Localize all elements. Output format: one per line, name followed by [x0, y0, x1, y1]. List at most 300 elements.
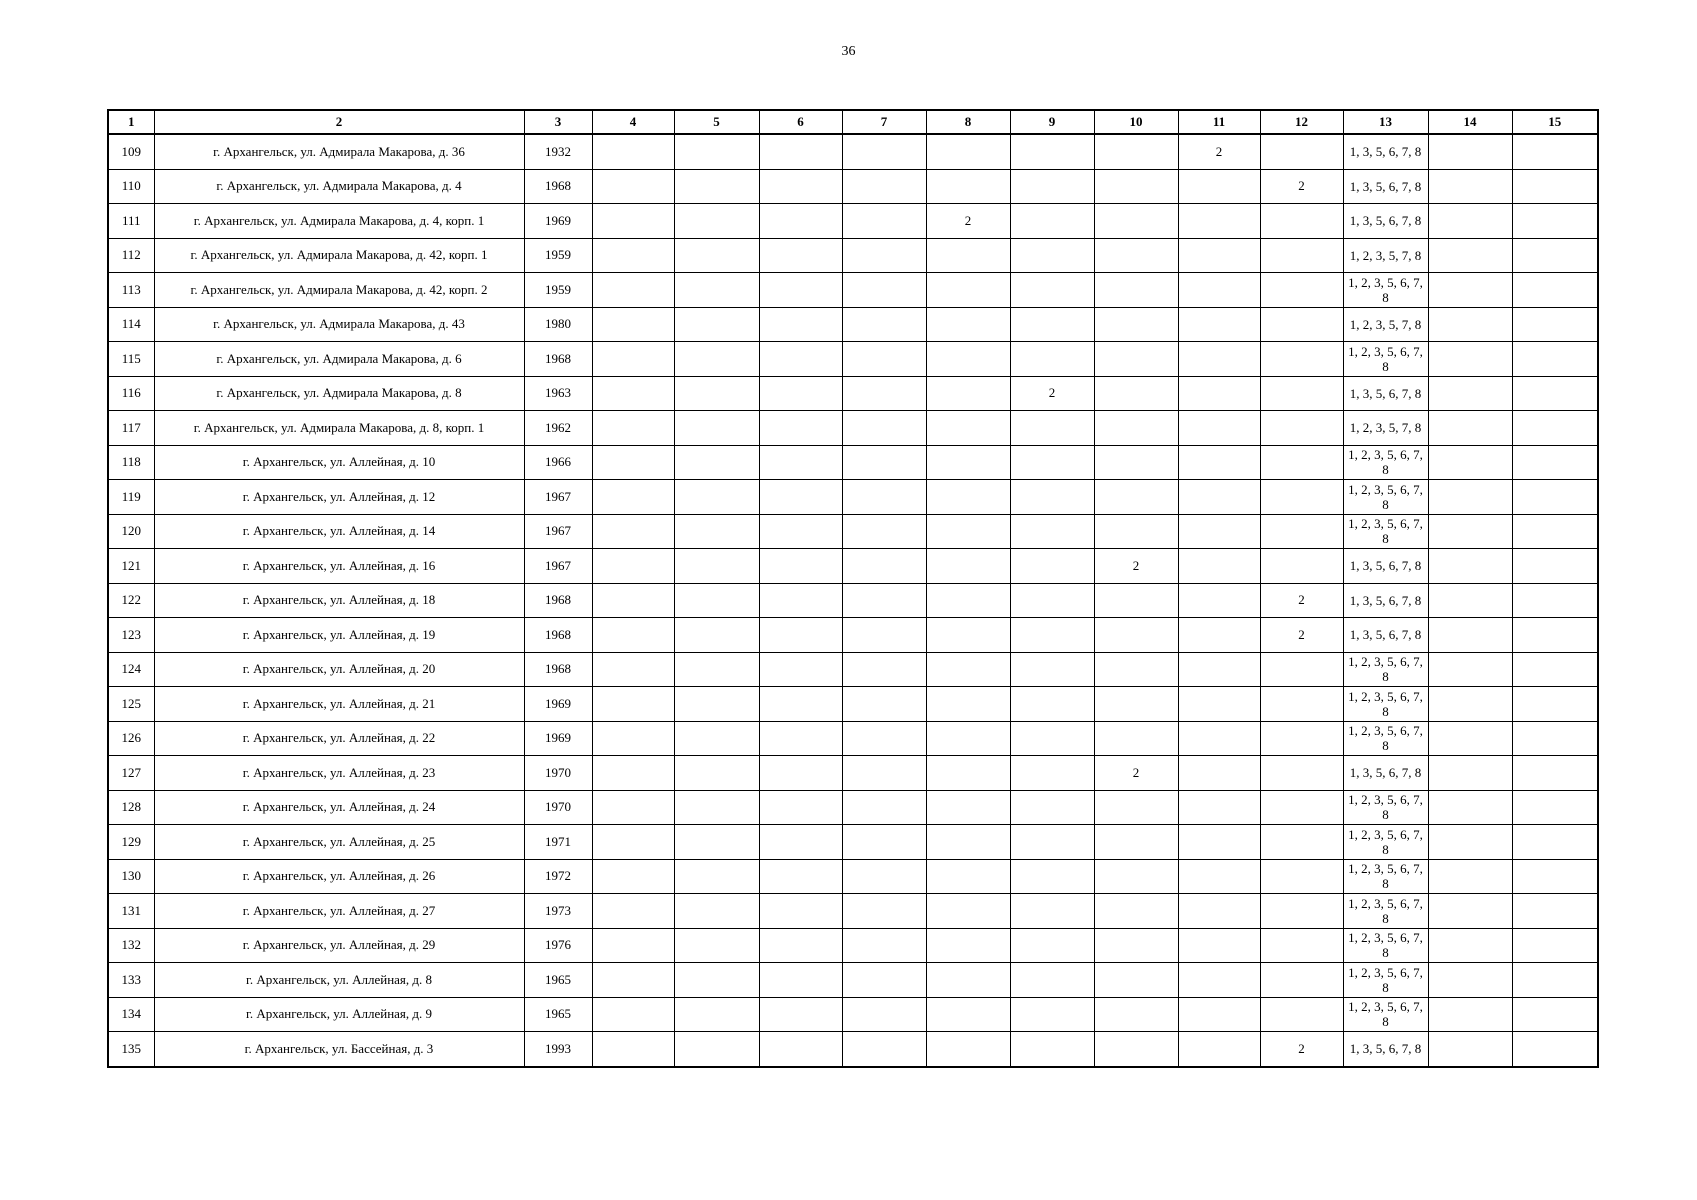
year-cell: 1965 [524, 963, 592, 998]
address-cell: г. Архангельск, ул. Аллейная, д. 8 [154, 963, 524, 998]
col-9-cell [1010, 480, 1094, 515]
col-10-cell [1094, 721, 1178, 756]
col-7-cell [842, 963, 926, 998]
year-cell: 1993 [524, 1032, 592, 1067]
row-number: 110 [108, 169, 154, 204]
table-row [108, 134, 1598, 169]
col-10-cell [1094, 652, 1178, 687]
col-11-cell [1178, 411, 1260, 446]
col-7-cell [842, 721, 926, 756]
col-13-cell: 1, 3, 5, 6, 7, 8 [1343, 134, 1428, 169]
col-15-cell [1512, 928, 1598, 963]
col-15-cell [1512, 963, 1598, 998]
col-9-cell [1010, 756, 1094, 791]
col-10-cell: 2 [1094, 756, 1178, 791]
col-15-cell [1512, 307, 1598, 342]
col-11-cell [1178, 549, 1260, 584]
col-14-cell [1428, 204, 1512, 239]
address-cell: г. Архангельск, ул. Аллейная, д. 26 [154, 859, 524, 894]
column-header-3: 3 [524, 110, 592, 134]
col-15-cell [1512, 342, 1598, 377]
col-10-cell [1094, 238, 1178, 273]
column-header-7: 7 [842, 110, 926, 134]
col-14-cell [1428, 790, 1512, 825]
col-5-cell [674, 307, 759, 342]
col-12-cell [1260, 894, 1343, 929]
col-11-cell [1178, 756, 1260, 791]
col-7-cell [842, 549, 926, 584]
col-9-cell [1010, 342, 1094, 377]
year-cell: 1968 [524, 583, 592, 618]
col-5-cell [674, 618, 759, 653]
col-9-cell [1010, 928, 1094, 963]
col-9-cell: 2 [1010, 376, 1094, 411]
col-4-cell [592, 721, 674, 756]
col-9-cell [1010, 859, 1094, 894]
col-9-cell [1010, 273, 1094, 308]
col-13-cell: 1, 2, 3, 5, 6, 7, 8 [1343, 963, 1428, 998]
year-cell: 1965 [524, 997, 592, 1032]
col-4-cell [592, 514, 674, 549]
col-14-cell [1428, 687, 1512, 722]
year-cell: 1967 [524, 549, 592, 584]
col-14-cell [1428, 756, 1512, 791]
col-14-cell [1428, 376, 1512, 411]
col-12-cell [1260, 928, 1343, 963]
col-13-cell: 1, 2, 3, 5, 6, 7, 8 [1343, 480, 1428, 515]
address-cell: г. Архангельск, ул. Аллейная, д. 18 [154, 583, 524, 618]
col-8-cell [926, 411, 1010, 446]
year-cell: 1966 [524, 445, 592, 480]
col-7-cell [842, 169, 926, 204]
year-cell: 1967 [524, 480, 592, 515]
col-5-cell [674, 756, 759, 791]
col-11-cell [1178, 480, 1260, 515]
col-12-cell [1260, 652, 1343, 687]
table-row [108, 997, 1598, 1032]
year-cell: 1968 [524, 169, 592, 204]
row-number: 114 [108, 307, 154, 342]
column-header-15: 15 [1512, 110, 1598, 134]
year-cell: 1972 [524, 859, 592, 894]
col-6-cell [759, 859, 842, 894]
col-4-cell [592, 859, 674, 894]
col-13-cell: 1, 2, 3, 5, 7, 8 [1343, 238, 1428, 273]
col-5-cell [674, 721, 759, 756]
col-4-cell [592, 411, 674, 446]
col-10-cell [1094, 411, 1178, 446]
col-5-cell [674, 928, 759, 963]
table-row [108, 756, 1598, 791]
col-6-cell [759, 583, 842, 618]
col-8-cell [926, 238, 1010, 273]
col-6-cell [759, 376, 842, 411]
col-6-cell [759, 549, 842, 584]
row-number: 124 [108, 652, 154, 687]
col-8-cell [926, 480, 1010, 515]
col-11-cell [1178, 376, 1260, 411]
column-header-9: 9 [1010, 110, 1094, 134]
col-8-cell [926, 894, 1010, 929]
col-7-cell [842, 894, 926, 929]
col-5-cell [674, 445, 759, 480]
col-10-cell [1094, 583, 1178, 618]
col-8-cell [926, 307, 1010, 342]
column-header-4: 4 [592, 110, 674, 134]
col-15-cell [1512, 859, 1598, 894]
col-7-cell [842, 928, 926, 963]
address-cell: г. Архангельск, ул. Адмирала Макарова, д. 42, корп. 2 [154, 273, 524, 308]
table-row [108, 583, 1598, 618]
col-8-cell [926, 859, 1010, 894]
table-row [108, 1032, 1598, 1067]
col-4-cell [592, 583, 674, 618]
row-number: 111 [108, 204, 154, 239]
col-8-cell [926, 756, 1010, 791]
col-11-cell [1178, 721, 1260, 756]
col-13-cell: 1, 2, 3, 5, 6, 7, 8 [1343, 997, 1428, 1032]
row-number: 115 [108, 342, 154, 377]
col-15-cell [1512, 618, 1598, 653]
col-7-cell [842, 445, 926, 480]
col-8-cell [926, 997, 1010, 1032]
row-number: 122 [108, 583, 154, 618]
table-row [108, 859, 1598, 894]
col-6-cell [759, 411, 842, 446]
col-14-cell [1428, 307, 1512, 342]
col-14-cell [1428, 445, 1512, 480]
address-cell: г. Архангельск, ул. Аллейная, д. 9 [154, 997, 524, 1032]
col-7-cell [842, 307, 926, 342]
row-number: 121 [108, 549, 154, 584]
col-7-cell [842, 997, 926, 1032]
col-8-cell [926, 928, 1010, 963]
col-7-cell [842, 342, 926, 377]
col-6-cell [759, 134, 842, 169]
col-12-cell [1260, 204, 1343, 239]
col-6-cell [759, 928, 842, 963]
year-cell: 1970 [524, 790, 592, 825]
col-11-cell [1178, 928, 1260, 963]
col-4-cell [592, 307, 674, 342]
col-7-cell [842, 790, 926, 825]
year-cell: 1959 [524, 238, 592, 273]
col-4-cell [592, 790, 674, 825]
table-row [108, 411, 1598, 446]
col-6-cell [759, 997, 842, 1032]
col-11-cell [1178, 618, 1260, 653]
col-4-cell [592, 376, 674, 411]
column-header-10: 10 [1094, 110, 1178, 134]
address-cell: г. Архангельск, ул. Аллейная, д. 24 [154, 790, 524, 825]
col-12-cell [1260, 790, 1343, 825]
col-11-cell [1178, 997, 1260, 1032]
col-9-cell [1010, 894, 1094, 929]
col-15-cell [1512, 1032, 1598, 1067]
col-8-cell [926, 583, 1010, 618]
row-number: 116 [108, 376, 154, 411]
col-4-cell [592, 928, 674, 963]
col-8-cell [926, 376, 1010, 411]
table-row [108, 687, 1598, 722]
col-6-cell [759, 169, 842, 204]
col-4-cell [592, 894, 674, 929]
table-row [108, 480, 1598, 515]
col-15-cell [1512, 687, 1598, 722]
col-15-cell [1512, 756, 1598, 791]
row-number: 132 [108, 928, 154, 963]
col-4-cell [592, 618, 674, 653]
col-4-cell [592, 963, 674, 998]
table-row [108, 618, 1598, 653]
col-5-cell [674, 411, 759, 446]
col-9-cell [1010, 963, 1094, 998]
year-cell: 1969 [524, 721, 592, 756]
col-6-cell [759, 342, 842, 377]
table-row [108, 652, 1598, 687]
col-9-cell [1010, 411, 1094, 446]
col-15-cell [1512, 273, 1598, 308]
col-13-cell: 1, 2, 3, 5, 6, 7, 8 [1343, 859, 1428, 894]
col-9-cell [1010, 721, 1094, 756]
col-5-cell [674, 169, 759, 204]
col-11-cell [1178, 204, 1260, 239]
address-cell: г. Архангельск, ул. Аллейная, д. 12 [154, 480, 524, 515]
col-14-cell [1428, 134, 1512, 169]
col-8-cell [926, 618, 1010, 653]
col-4-cell [592, 687, 674, 722]
col-11-cell [1178, 307, 1260, 342]
row-number: 128 [108, 790, 154, 825]
col-12-cell [1260, 859, 1343, 894]
col-12-cell [1260, 963, 1343, 998]
table-row [108, 825, 1598, 860]
row-number: 133 [108, 963, 154, 998]
col-5-cell [674, 997, 759, 1032]
col-4-cell [592, 204, 674, 239]
col-6-cell [759, 963, 842, 998]
col-15-cell [1512, 169, 1598, 204]
col-7-cell [842, 687, 926, 722]
col-15-cell [1512, 445, 1598, 480]
housing-registry-table [107, 109, 1599, 1068]
col-15-cell [1512, 411, 1598, 446]
col-15-cell [1512, 652, 1598, 687]
year-cell: 1967 [524, 514, 592, 549]
col-4-cell [592, 480, 674, 515]
address-cell: г. Архангельск, ул. Адмирала Макарова, д. 36 [154, 134, 524, 169]
col-5-cell [674, 963, 759, 998]
col-13-cell: 1, 2, 3, 5, 6, 7, 8 [1343, 273, 1428, 308]
col-4-cell [592, 134, 674, 169]
col-7-cell [842, 273, 926, 308]
year-cell: 1968 [524, 342, 592, 377]
col-5-cell [674, 376, 759, 411]
col-9-cell [1010, 583, 1094, 618]
col-8-cell [926, 963, 1010, 998]
col-6-cell [759, 825, 842, 860]
col-5-cell [674, 204, 759, 239]
col-9-cell [1010, 790, 1094, 825]
col-8-cell [926, 445, 1010, 480]
col-5-cell [674, 514, 759, 549]
table-row [108, 894, 1598, 929]
col-15-cell [1512, 997, 1598, 1032]
row-number: 123 [108, 618, 154, 653]
col-5-cell [674, 1032, 759, 1067]
col-12-cell [1260, 307, 1343, 342]
col-9-cell [1010, 134, 1094, 169]
col-6-cell [759, 618, 842, 653]
col-8-cell [926, 652, 1010, 687]
col-7-cell [842, 825, 926, 860]
col-10-cell [1094, 618, 1178, 653]
col-14-cell [1428, 238, 1512, 273]
year-cell: 1962 [524, 411, 592, 446]
col-6-cell [759, 721, 842, 756]
address-cell: г. Архангельск, ул. Адмирала Макарова, д. 8, корп. 1 [154, 411, 524, 446]
col-4-cell [592, 238, 674, 273]
row-number: 135 [108, 1032, 154, 1067]
col-15-cell [1512, 514, 1598, 549]
col-13-cell: 1, 3, 5, 6, 7, 8 [1343, 583, 1428, 618]
col-8-cell: 2 [926, 204, 1010, 239]
col-9-cell [1010, 618, 1094, 653]
col-15-cell [1512, 894, 1598, 929]
col-4-cell [592, 549, 674, 584]
col-5-cell [674, 652, 759, 687]
col-11-cell [1178, 1032, 1260, 1067]
row-number: 120 [108, 514, 154, 549]
col-14-cell [1428, 652, 1512, 687]
year-cell: 1959 [524, 273, 592, 308]
col-11-cell [1178, 273, 1260, 308]
col-8-cell [926, 342, 1010, 377]
col-8-cell [926, 687, 1010, 722]
col-6-cell [759, 480, 842, 515]
col-10-cell [1094, 687, 1178, 722]
col-12-cell: 2 [1260, 1032, 1343, 1067]
col-10-cell [1094, 273, 1178, 308]
col-11-cell [1178, 238, 1260, 273]
col-5-cell [674, 273, 759, 308]
col-12-cell [1260, 549, 1343, 584]
col-6-cell [759, 1032, 842, 1067]
col-15-cell [1512, 480, 1598, 515]
col-10-cell [1094, 342, 1178, 377]
col-15-cell [1512, 825, 1598, 860]
col-13-cell: 1, 3, 5, 6, 7, 8 [1343, 169, 1428, 204]
col-7-cell [842, 514, 926, 549]
col-12-cell [1260, 514, 1343, 549]
col-12-cell [1260, 238, 1343, 273]
col-10-cell [1094, 376, 1178, 411]
table-row [108, 928, 1598, 963]
year-cell: 1976 [524, 928, 592, 963]
col-6-cell [759, 238, 842, 273]
col-13-cell: 1, 2, 3, 5, 7, 8 [1343, 411, 1428, 446]
col-4-cell [592, 825, 674, 860]
col-12-cell [1260, 997, 1343, 1032]
column-header-8: 8 [926, 110, 1010, 134]
col-9-cell [1010, 445, 1094, 480]
col-5-cell [674, 859, 759, 894]
col-12-cell [1260, 445, 1343, 480]
col-13-cell: 1, 2, 3, 5, 6, 7, 8 [1343, 652, 1428, 687]
col-4-cell [592, 1032, 674, 1067]
col-8-cell [926, 169, 1010, 204]
col-11-cell: 2 [1178, 134, 1260, 169]
col-13-cell: 1, 2, 3, 5, 6, 7, 8 [1343, 687, 1428, 722]
col-10-cell [1094, 480, 1178, 515]
col-9-cell [1010, 687, 1094, 722]
table-row [108, 273, 1598, 308]
col-5-cell [674, 790, 759, 825]
col-14-cell [1428, 480, 1512, 515]
col-9-cell [1010, 825, 1094, 860]
row-number: 127 [108, 756, 154, 791]
col-5-cell [674, 894, 759, 929]
col-11-cell [1178, 790, 1260, 825]
col-10-cell [1094, 445, 1178, 480]
col-14-cell [1428, 997, 1512, 1032]
row-number: 117 [108, 411, 154, 446]
col-6-cell [759, 204, 842, 239]
col-8-cell [926, 1032, 1010, 1067]
year-cell: 1963 [524, 376, 592, 411]
address-cell: г. Архангельск, ул. Адмирала Макарова, д. 43 [154, 307, 524, 342]
col-14-cell [1428, 825, 1512, 860]
col-6-cell [759, 445, 842, 480]
col-11-cell [1178, 859, 1260, 894]
col-7-cell [842, 238, 926, 273]
address-cell: г. Архангельск, ул. Аллейная, д. 23 [154, 756, 524, 791]
col-5-cell [674, 134, 759, 169]
col-13-cell: 1, 2, 3, 5, 6, 7, 8 [1343, 790, 1428, 825]
col-6-cell [759, 687, 842, 722]
column-header-11: 11 [1178, 110, 1260, 134]
col-7-cell [842, 859, 926, 894]
address-cell: г. Архангельск, ул. Аллейная, д. 21 [154, 687, 524, 722]
col-13-cell: 1, 2, 3, 5, 6, 7, 8 [1343, 342, 1428, 377]
col-7-cell [842, 652, 926, 687]
col-12-cell [1260, 342, 1343, 377]
col-4-cell [592, 342, 674, 377]
table-row [108, 721, 1598, 756]
col-12-cell [1260, 480, 1343, 515]
col-15-cell [1512, 376, 1598, 411]
address-cell: г. Архангельск, ул. Адмирала Макарова, д. 42, корп. 1 [154, 238, 524, 273]
col-5-cell [674, 549, 759, 584]
col-14-cell [1428, 411, 1512, 446]
year-cell: 1968 [524, 652, 592, 687]
col-11-cell [1178, 169, 1260, 204]
col-13-cell: 1, 2, 3, 5, 6, 7, 8 [1343, 514, 1428, 549]
year-cell: 1969 [524, 687, 592, 722]
col-5-cell [674, 480, 759, 515]
row-number: 131 [108, 894, 154, 929]
col-13-cell: 1, 2, 3, 5, 6, 7, 8 [1343, 825, 1428, 860]
col-15-cell [1512, 549, 1598, 584]
address-cell: г. Архангельск, ул. Аллейная, д. 10 [154, 445, 524, 480]
col-14-cell [1428, 1032, 1512, 1067]
col-12-cell: 2 [1260, 583, 1343, 618]
col-11-cell [1178, 652, 1260, 687]
col-5-cell [674, 687, 759, 722]
col-4-cell [592, 445, 674, 480]
col-13-cell: 1, 2, 3, 5, 6, 7, 8 [1343, 721, 1428, 756]
year-cell: 1969 [524, 204, 592, 239]
